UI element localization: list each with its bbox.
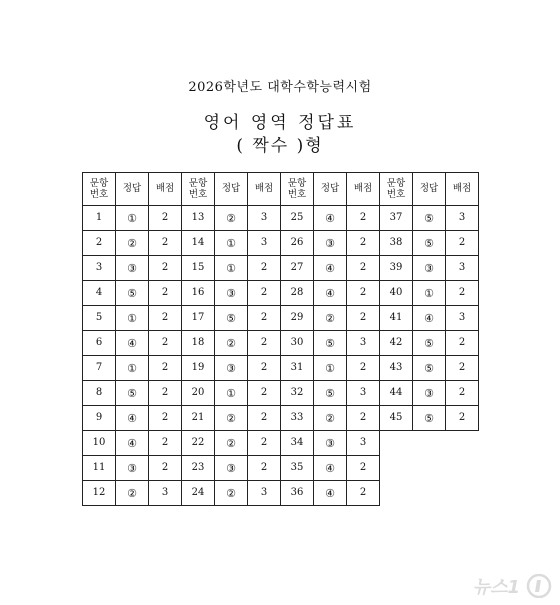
cell-answer: ① [116, 206, 149, 231]
cell-answer: ③ [413, 381, 446, 406]
empty-cell [413, 481, 446, 506]
cell-answer: ① [314, 356, 347, 381]
table-header-row [83, 173, 479, 206]
cell-number: 10 [83, 431, 116, 456]
form-type: ( 짝수 )형 [236, 136, 324, 156]
cell-answer: ③ [314, 231, 347, 256]
cell-number: 37 [380, 206, 413, 231]
cell-answer: ② [215, 481, 248, 506]
table-row [83, 406, 479, 431]
cell-answer: ① [413, 281, 446, 306]
cell-answer: ⑤ [116, 381, 149, 406]
header-number: 문항 번호 [182, 173, 215, 206]
cell-answer: ⑤ [413, 356, 446, 381]
table-row [83, 381, 479, 406]
cell-number: 18 [182, 331, 215, 356]
cell-answer: ① [215, 256, 248, 281]
cell-number: 19 [182, 356, 215, 381]
cell-number: 20 [182, 381, 215, 406]
cell-points: 2 [347, 306, 380, 331]
cell-number: 36 [281, 481, 314, 506]
table-row [83, 481, 479, 506]
cell-number: 26 [281, 231, 314, 256]
cell-points: 2 [149, 206, 182, 231]
cell-points: 2 [248, 431, 281, 456]
cell-number: 39 [380, 256, 413, 281]
cell-points: 2 [446, 406, 479, 431]
cell-number: 12 [83, 481, 116, 506]
cell-number: 4 [83, 281, 116, 306]
cell-number: 13 [182, 206, 215, 231]
empty-cell [446, 456, 479, 481]
cell-points: 2 [149, 456, 182, 481]
cell-points: 2 [248, 331, 281, 356]
cell-points: 2 [347, 206, 380, 231]
cell-answer: ② [314, 406, 347, 431]
cell-points: 3 [248, 481, 281, 506]
header-answer: 정답 [314, 173, 347, 206]
cell-number: 22 [182, 431, 215, 456]
cell-number: 3 [83, 256, 116, 281]
cell-answer: ③ [314, 431, 347, 456]
empty-cell [446, 481, 479, 506]
cell-answer: ② [314, 306, 347, 331]
cell-points: 2 [149, 281, 182, 306]
table-row [83, 431, 479, 456]
cell-points: 2 [248, 306, 281, 331]
cell-points: 2 [347, 281, 380, 306]
header-points: 배점 [149, 173, 182, 206]
cell-answer: ① [116, 306, 149, 331]
cell-number: 44 [380, 381, 413, 406]
table-row [83, 456, 479, 481]
cell-points: 3 [248, 206, 281, 231]
cell-answer: ② [116, 481, 149, 506]
cell-number: 21 [182, 406, 215, 431]
table-row [83, 256, 479, 281]
cell-points: 2 [446, 381, 479, 406]
cell-number: 41 [380, 306, 413, 331]
cell-points: 2 [446, 356, 479, 381]
cell-points: 2 [149, 331, 182, 356]
cell-number: 30 [281, 331, 314, 356]
cell-points: 2 [347, 456, 380, 481]
cell-points: 2 [149, 256, 182, 281]
header-points: 배점 [347, 173, 380, 206]
news1-logo-icon [524, 574, 554, 598]
cell-answer: ⑤ [314, 381, 347, 406]
cell-points: 2 [347, 231, 380, 256]
cell-points: 2 [149, 231, 182, 256]
empty-cell [380, 456, 413, 481]
cell-points: 2 [347, 256, 380, 281]
cell-answer: ④ [314, 256, 347, 281]
cell-number: 27 [281, 256, 314, 281]
cell-points: 3 [347, 381, 380, 406]
cell-answer: ② [215, 431, 248, 456]
cell-number: 2 [83, 231, 116, 256]
cell-answer: ② [215, 406, 248, 431]
cell-number: 35 [281, 456, 314, 481]
header-number: 문항 번호 [281, 173, 314, 206]
cell-points: 3 [149, 481, 182, 506]
cell-points: 2 [149, 306, 182, 331]
empty-cell [380, 431, 413, 456]
cell-points: 2 [248, 381, 281, 406]
cell-answer: ③ [413, 256, 446, 281]
table-row [83, 356, 479, 381]
cell-points: 2 [149, 381, 182, 406]
cell-points: 3 [347, 331, 380, 356]
cell-number: 14 [182, 231, 215, 256]
empty-cell [380, 481, 413, 506]
header-points: 배점 [446, 173, 479, 206]
cell-answer: ⑤ [215, 306, 248, 331]
cell-answer: ① [215, 231, 248, 256]
news1-watermark [473, 573, 554, 599]
cell-points: 2 [347, 481, 380, 506]
cell-number: 38 [380, 231, 413, 256]
cell-number: 16 [182, 281, 215, 306]
exam-title: 2026학년도 대학수학능력시험 [188, 80, 372, 95]
cell-answer: ③ [215, 356, 248, 381]
empty-cell [413, 431, 446, 456]
cell-answer: ⑤ [314, 331, 347, 356]
cell-number: 8 [83, 381, 116, 406]
cell-number: 32 [281, 381, 314, 406]
cell-answer: ⑤ [413, 206, 446, 231]
cell-answer: ③ [116, 256, 149, 281]
header-number: 문항 번호 [83, 173, 116, 206]
cell-number: 23 [182, 456, 215, 481]
cell-points: 2 [446, 231, 479, 256]
cell-points: 2 [248, 256, 281, 281]
cell-points: 2 [248, 356, 281, 381]
header-points: 배점 [248, 173, 281, 206]
cell-number: 42 [380, 331, 413, 356]
cell-points: 2 [248, 456, 281, 481]
cell-number: 45 [380, 406, 413, 431]
cell-answer: ③ [116, 456, 149, 481]
cell-number: 33 [281, 406, 314, 431]
cell-number: 11 [83, 456, 116, 481]
cell-number: 29 [281, 306, 314, 331]
cell-answer: ④ [314, 206, 347, 231]
cell-answer: ③ [215, 281, 248, 306]
cell-answer: ③ [215, 456, 248, 481]
cell-answer: ④ [116, 406, 149, 431]
header-number: 문항 번호 [380, 173, 413, 206]
cell-number: 34 [281, 431, 314, 456]
cell-answer: ⑤ [413, 231, 446, 256]
table-row [83, 231, 479, 256]
cell-number: 40 [380, 281, 413, 306]
cell-points: 3 [446, 206, 479, 231]
cell-number: 24 [182, 481, 215, 506]
cell-points: 3 [446, 256, 479, 281]
cell-number: 28 [281, 281, 314, 306]
cell-answer: ④ [314, 456, 347, 481]
subject-title: 영어 영역 정답표 [203, 113, 357, 133]
cell-points: 2 [149, 356, 182, 381]
table-row [83, 281, 479, 306]
cell-answer: ④ [314, 481, 347, 506]
watermark-text: 뉴스1 [472, 577, 520, 598]
table-row [83, 306, 479, 331]
cell-points: 2 [248, 406, 281, 431]
cell-answer: ④ [314, 281, 347, 306]
cell-number: 1 [83, 206, 116, 231]
cell-answer: ④ [413, 306, 446, 331]
cell-points: 2 [446, 331, 479, 356]
header-answer: 정답 [116, 173, 149, 206]
cell-points: 3 [446, 306, 479, 331]
header-answer: 정답 [215, 173, 248, 206]
cell-points: 2 [446, 281, 479, 306]
cell-points: 2 [149, 406, 182, 431]
table-row [83, 206, 479, 231]
cell-number: 5 [83, 306, 116, 331]
cell-answer: ⑤ [413, 331, 446, 356]
cell-number: 25 [281, 206, 314, 231]
cell-points: 3 [248, 231, 281, 256]
cell-number: 6 [83, 331, 116, 356]
cell-points: 3 [347, 431, 380, 456]
cell-answer: ① [116, 356, 149, 381]
header-answer: 정답 [413, 173, 446, 206]
cell-points: 2 [347, 406, 380, 431]
cell-points: 2 [149, 431, 182, 456]
empty-cell [446, 431, 479, 456]
cell-answer: ④ [116, 431, 149, 456]
cell-number: 31 [281, 356, 314, 381]
cell-points: 2 [347, 356, 380, 381]
cell-answer: ② [215, 331, 248, 356]
cell-number: 43 [380, 356, 413, 381]
cell-answer: ① [215, 381, 248, 406]
cell-answer: ④ [116, 331, 149, 356]
empty-cell [413, 456, 446, 481]
cell-number: 7 [83, 356, 116, 381]
cell-answer: ⑤ [116, 281, 149, 306]
cell-number: 9 [83, 406, 116, 431]
cell-points: 2 [248, 281, 281, 306]
cell-number: 17 [182, 306, 215, 331]
table-row [83, 331, 479, 356]
cell-answer: ② [215, 206, 248, 231]
cell-answer: ② [116, 231, 149, 256]
cell-answer: ⑤ [413, 406, 446, 431]
cell-number: 15 [182, 256, 215, 281]
answer-key-table [82, 172, 479, 506]
